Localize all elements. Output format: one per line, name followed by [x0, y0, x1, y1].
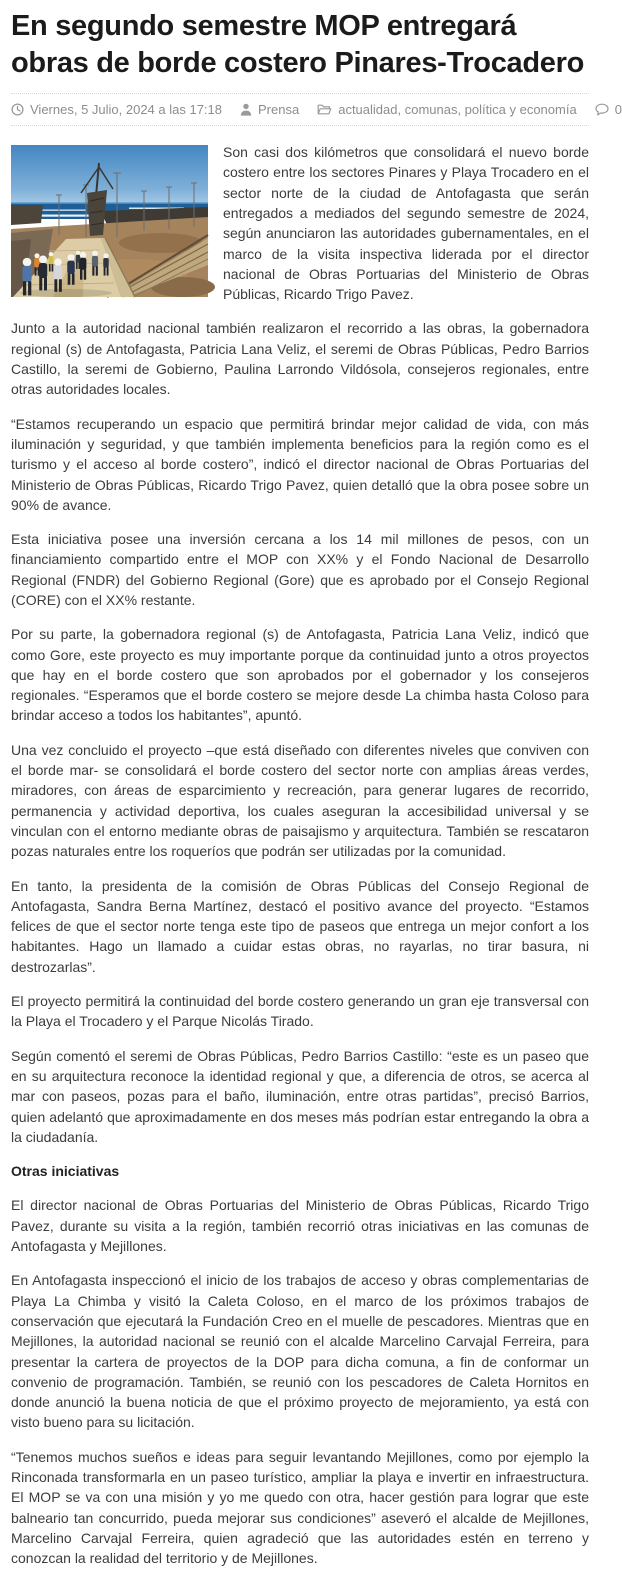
subheading-otras-iniciativas: Otras iniciativas [11, 1163, 120, 1180]
post-author[interactable] [240, 102, 299, 117]
paragraph-3: “Estamos recuperando un espacio que permitirá brindar mejor calidad de vida, con más iluminación y seguridad, y que también implementa beneficios para la región como es el turismo y el acceso al borde costero”, indicó el director nacional de Obras Portuarias del Ministerio de Obras Públicas, Ricardo Trigo Pavez, quien detalló que la obra posee sobre un 90% de avance. [11, 415, 589, 513]
post-categories-label: actualidad, comunas, política y economía [338, 102, 577, 118]
paragraph-2: Junto a la autoridad nacional también realizaron el recorrido a las obras, la gobernadora regional (s) de Antofagasta, Patricia Lana Veliz, el seremi de Obras Públicas, Pedro Barrios Castillo, la seremi de Gobierno, Paulina Larrondo Vildósola, consejeros regionales, entre otras autoridades locales. [11, 320, 589, 398]
clock-icon [11, 103, 24, 116]
post-date-label: Viernes, 5 Julio, 2024 a las 17:18 [30, 102, 223, 118]
paragraph-1: Son casi dos kilómetros que consolidará el nuevo borde costero entre los sectores Pinares y Playa Trocadero en el sector norte de la ciudad de Antofagasta que serán entregados a mediados del segundo semestre de 2024, según anunciaron las autoridades gubernamentales, en el marco de la visita inspectiva liderada por el director nacional de Obras Portuarias del Ministerio de Obras Públicas, Ricardo Trigo Pavez. [223, 144, 589, 303]
post-comments[interactable] [595, 102, 622, 117]
post-author-label: Prensa [258, 102, 300, 118]
coastal-walkway-photo [11, 145, 208, 297]
post-date [11, 102, 222, 117]
paragraph-12: “Tenemos muchos sueños e ideas para seguir levantando Mejillones, como por ejemplo la Rinconada transformarla en un paseo turístico, ampliar la playa e invertir en infraestructura. El MOP se va con una misión y yo me quedo con otra, hacer gestión para lograr que este balneario tan concurrido, pueda mejorar sus condiciones” aseveró el alcalde de Mejillones, Marcelino Carvajal Ferreira, quien agradeció que las autoridades estén en terreno y conozcan la realidad del territorio y de Mejillones. [11, 1448, 589, 1567]
paragraph-10: El director nacional de Obras Portuarias del Ministerio de Obras Públicas, Ricardo Trigo Pavez, durante su visita a la región, también recorrió otras iniciativas en las comunas de Antofagasta y Mejillones. [11, 1197, 589, 1255]
paragraph-11: En Antofagasta inspeccionó el inicio de los trabajos de acceso y obras complementarias de Playa La Chimba y visitó la Caleta Coloso, en el marco de los próximos trabajos de conservación que ejecutará la Fundación Creo en el muelle de pescadores. Mientras que en Mejillones, la autoridad nacional se reunió con el alcalde Marcelino Carvajal Ferreira, para presentar la cartera de proyectos de la DOP para dicha comuna, a fin de conformar un convenio de programación. También, se reunió con los pescadores de Caleta Hornitos en donde anunció la buena noticia de que el próximo proyecto de mejoramiento, ya está con visto bueno para su licitación. [11, 1272, 589, 1431]
paragraph-9: Según comentó el seremi de Obras Públicas, Pedro Barrios Castillo: “este es un paseo que en su arquitectura reconoce la identidad regional y que, a diferencia de otros, se acerca al mar con paseos, pozas para el baño, iluminación, entre otras partidas”, precisó Barrios, quien adelantó que aproximadamente en dos meses más podrían estar entregando la obra a la ciudadanía. [11, 1047, 589, 1145]
paragraph-7: En tanto, la presidenta de la comisión de Obras Públicas del Consejo Regional de Antofagasta, Sandra Berna Martínez, destacó el positivo avance del proyecto. “Estamos felices de que el sector norte tenga este tipo de paseos que entrega un mejor confort a los habitantes. Hago un llamado a cuidar estas obras, no rayarlas, no tirar basura, ni destrozarlas”. [11, 877, 589, 975]
user-icon [240, 103, 252, 116]
paragraph-5: Por su parte, la gobernadora regional (s) de Antofagasta, Patricia Lana Veliz, indicó que como Gore, este proyecto es muy importante porque da continuidad junto a otros proyectos que hay en el borde costero que son aprobados por el gobernador y los consejeros regionales. “Esperamos que el borde costero se mejore desde La chimba hasta Coloso para brindar acceso a todos los habitantes”, apuntó. [11, 626, 589, 724]
page-title: En segundo semestre MOP entregará obras de borde costero Pinares-Trocadero [11, 10, 585, 79]
folder-icon [317, 103, 332, 116]
paragraph-6: Una vez concluido el proyecto –que está diseñado con diferentes niveles que conviven con el borde mar- se consolidará el borde costero del sector norte con amplias áreas verdes, miradores, con áreas de esparcimiento y recreación, para generar lugares de recorrido, permanencia y actividad deportiva, los cuales aseguran la accesibilidad universal y se vinculan con el entorno mediante obras de paisajismo y arquitectura. También se rescataron pozas naturales entre los roqueríos que podrán ser utilizadas por la comunidad. [11, 741, 589, 860]
paragraph-8: El proyecto permitirá la continuidad del borde costero generando un gran eje transversal con la Playa el Trocadero y el Parque Nicolás Tirado. [11, 993, 589, 1030]
post-meta-bar [11, 93, 622, 126]
article-body [11, 142, 589, 1582]
photo-illustration [11, 145, 208, 297]
post-categories[interactable] [317, 102, 576, 117]
comment-icon [595, 103, 609, 116]
paragraph-4: Esta iniciativa posee una inversión cercana a los 14 mil millones de pesos, con un financiamiento compartido entre el MOP con XX% y el Fondo Nacional de Desarrollo Regional (FNDR) del Gobierno Regional (Gore) que es aprobado por el Consejo Regional (CORE) con el XX% restante. [11, 531, 589, 608]
post-comments-count: 0 [614, 102, 622, 118]
